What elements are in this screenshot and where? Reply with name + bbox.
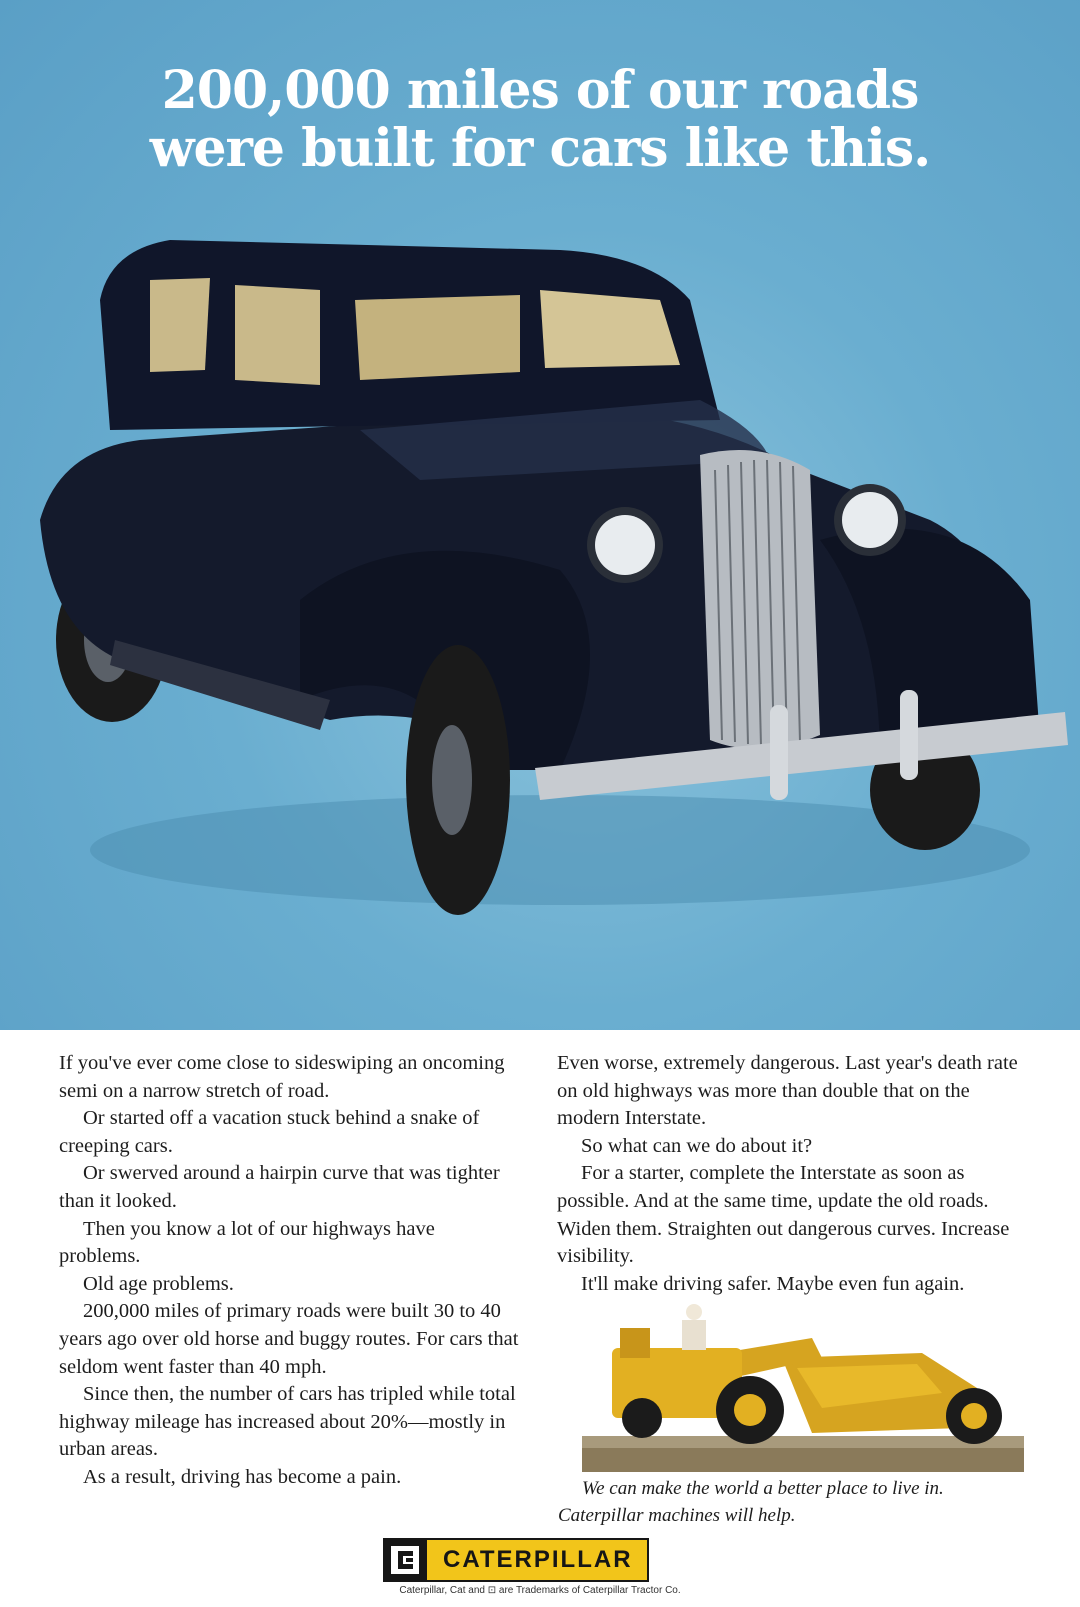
headline-line-2: were built for cars like this. bbox=[149, 118, 931, 179]
caterpillar-logo bbox=[383, 1538, 649, 1582]
body-copy-right-column bbox=[557, 1050, 1027, 1298]
paragraph: So what can we do about it? bbox=[581, 1134, 813, 1157]
wordmark-text: CATERPILLAR bbox=[443, 1546, 633, 1573]
caterpillar-mark-icon bbox=[383, 1538, 427, 1582]
paragraph: If you've ever come close to sideswiping an oncoming semi on a narrow stretch of road. bbox=[59, 1052, 505, 1102]
caption-line-2: Caterpillar machines will help. bbox=[558, 1505, 796, 1526]
scraper-tractor-illustration bbox=[582, 1298, 1024, 1472]
paragraph: Or started off a vacation stuck behind a snake of creeping cars. bbox=[59, 1107, 480, 1157]
paragraph: As a result, driving has become a pain. bbox=[83, 1465, 402, 1488]
trademark-notice: Caterpillar, Cat and ⊡ are Trademarks of Caterpillar Tractor Co. bbox=[399, 1585, 681, 1596]
paragraph: 200,000 miles of primary roads were built 30 to 40 years ago over old horse and buggy routes. For cars that seldom went faster than 40 mph. bbox=[59, 1300, 519, 1378]
body-copy-left-column bbox=[59, 1050, 519, 1492]
caption-line-1: We can make the world a better place to live in. bbox=[582, 1478, 944, 1499]
paragraph: It'll make driving safer. Maybe even fun again. bbox=[581, 1272, 965, 1295]
caterpillar-wordmark bbox=[427, 1538, 649, 1582]
paragraph: For a starter, complete the Interstate as soon as possible. And at the same time, update the old roads. Widen them. Straighten out dangerous curves. Increase visibility. bbox=[557, 1162, 1010, 1268]
paragraph: Since then, the number of cars has tripled while total highway mileage has increased about 20%—mostly in urban areas. bbox=[59, 1383, 516, 1461]
photo-caption bbox=[558, 1475, 1028, 1529]
headline-line-1: 200,000 miles of our roads bbox=[161, 60, 919, 121]
paragraph: Or swerved around a hairpin curve that was tighter than it looked. bbox=[59, 1162, 500, 1212]
paragraph: Even worse, extremely dangerous. Last year's death rate on old highways was more than double that on the modern Interstate. bbox=[557, 1052, 1018, 1130]
paragraph: Then you know a lot of our highways have problems. bbox=[59, 1217, 435, 1268]
paragraph: Old age problems. bbox=[83, 1272, 234, 1295]
